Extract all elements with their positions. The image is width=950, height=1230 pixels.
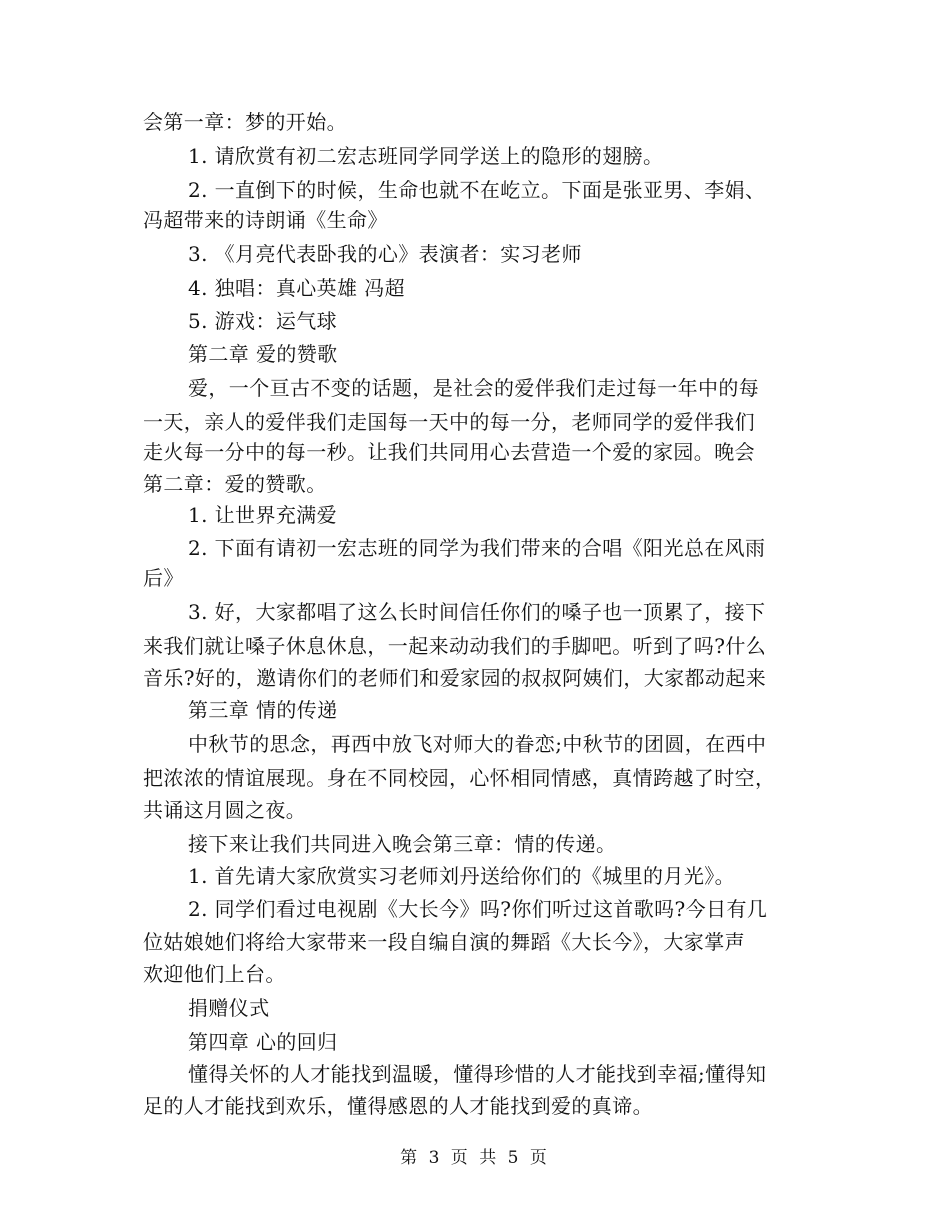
page-footer: 第 3 页 共 5 页 (400, 1148, 550, 1168)
text-line: 冯超带来的诗朗诵《生命》 (143, 208, 388, 232)
text-line: 2. 下面有请初一宏志班的同学为我们带来的合唱《阳光总在风雨 (188, 536, 766, 560)
text-line: 5. 游戏：运气球 (188, 309, 338, 333)
text-line: 4. 独唱：真心英雄 冯超 (188, 276, 405, 300)
text-line: 3. 好，大家都唱了这么长时间信任你们的嗓子也一顶累了，接下 (188, 600, 766, 624)
text-line: 1. 让世界充满爱 (188, 503, 338, 527)
text-line: 爱，一个亘古不变的话题，是社会的爱伴我们走过每一年中的每 (188, 376, 760, 400)
text-line: 接下来让我们共同进入晚会第三章：情的传递。 (188, 832, 617, 856)
text-line: 第二章 爱的赞歌 (188, 342, 338, 366)
text-line: 第二章：爱的赞歌。 (143, 472, 327, 496)
text-line: 走火每一分中的每一秒。让我们共同用心去营造一个爱的家园。晚会 (143, 440, 755, 464)
text-line: 一天，亲人的爱伴我们走国每一天中的每一分，老师同学的爱伴我们 (143, 410, 755, 434)
text-line: 中秋节的思念，再西中放飞对师大的眷恋;中秋节的团圆，在西中 (188, 732, 767, 756)
text-line: 2. 同学们看过电视剧《大长今》吗?你们听过这首歌吗?今日有几 (188, 897, 768, 921)
text-line: 把浓浓的情谊展现。身在不同校园，心怀相同情感，真情跨越了时空， (143, 766, 776, 790)
text-line: 第三章 情的传递 (188, 698, 338, 722)
text-line: 2. 一直倒下的时候，生命也就不在屹立。下面是张亚男、李娟、 (188, 178, 766, 202)
text-line: 懂得关怀的人才能找到温暖，懂得珍惜的人才能找到幸福;懂得知 (188, 1062, 767, 1086)
text-line: 3. 《月亮代表卧我的心》表演者：实习老师 (188, 242, 582, 266)
text-line: 音乐?好的，邀请你们的老师们和爱家园的叔叔阿姨们，大家都动起来 (143, 666, 767, 690)
text-line: 来我们就让嗓子休息休息，一起来动动我们的手脚吧。听到了吗?什么 (143, 634, 767, 658)
text-line: 足的人才能找到欢乐，懂得感恩的人才能找到爱的真谛。 (143, 1094, 653, 1118)
text-line: 共诵这月圆之夜。 (143, 798, 307, 822)
text-line: 1. 首先请大家欣赏实习老师刘丹送给你们的《城里的月光》。 (188, 864, 736, 888)
text-line: 第四章 心的回归 (188, 1030, 338, 1054)
text-line: 位姑娘她们将给大家带来一段自编自演的舞蹈《大长今》，大家掌声 (143, 930, 745, 954)
text-line: 欢迎他们上台。 (143, 962, 286, 986)
text-line: 捐赠仪式 (188, 996, 270, 1020)
text-line: 后》 (143, 566, 184, 590)
text-line: 会第一章：梦的开始。 (143, 110, 347, 134)
text-line: 1. 请欣赏有初二宏志班同学同学送上的隐形的翅膀。 (188, 144, 664, 168)
